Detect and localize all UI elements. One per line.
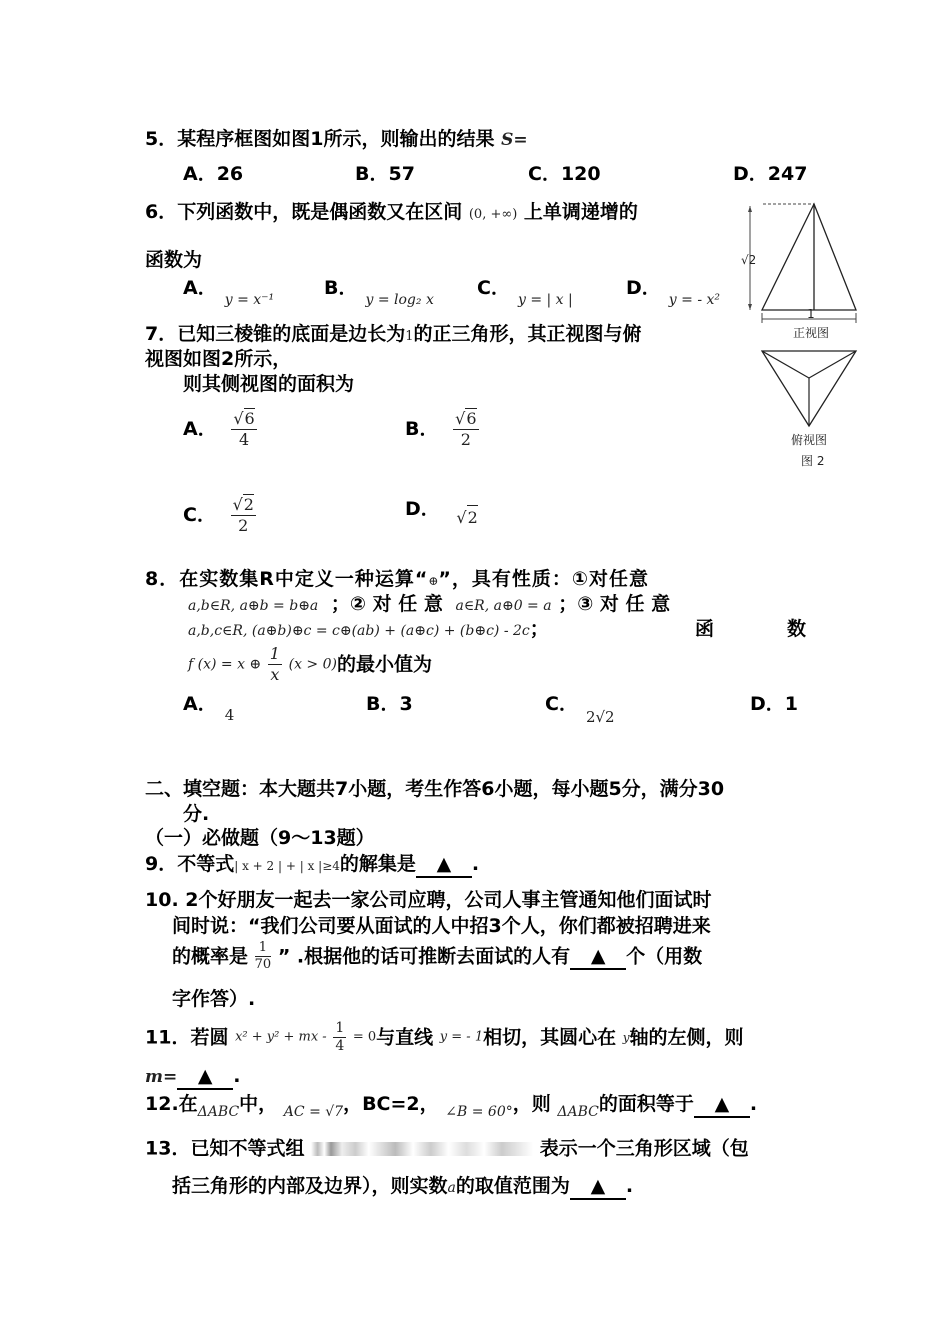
q8-option-d: D．1 <box>750 693 798 715</box>
q8-word-function-1: 函 <box>695 618 715 640</box>
inequality-system-image <box>311 1142 533 1156</box>
q7-stem-line1: 7．已知三棱锥的底面是边长为1的正三角形，其正视图与俯 <box>145 323 642 345</box>
q6-interval: (0, +∞) <box>468 207 518 222</box>
q8-stem-line4: f (x) = x ⊕ $\frac{1}{x}$ (x > 0)的最小值为 <box>188 644 432 684</box>
q7-option-b: B． $\frac{√6}{2}$ <box>405 409 477 449</box>
front-view-figure <box>748 204 856 323</box>
q6-option-c: C．$_{y = | x |}$ <box>477 277 573 308</box>
q11-answer-blank: ▲ <box>177 1064 233 1090</box>
q12-answer-blank: ▲ <box>694 1092 750 1118</box>
q5-option-d: D．247 <box>733 163 808 185</box>
q13-line2: 括三角形的内部及边界），则实数a的取值范围为 ▲ . <box>172 1174 633 1200</box>
q6-option-d: D．$_{y = - x^2}$ <box>626 277 721 308</box>
q5-option-a: A．26 <box>183 163 244 185</box>
figure-caption: 图 2 <box>801 454 825 468</box>
front-view-label: 正视图 <box>793 326 830 340</box>
q8-stem-line2: a,b∈R, a⊕b = b⊕a ；② 对 任 意 a∈R, a⊕0 = a ；③ 对 任 意 <box>188 593 671 615</box>
q13-answer-blank: ▲ <box>570 1174 626 1200</box>
q10-line4: 字作答）. <box>172 988 256 1010</box>
q7-stem-line3: 则其侧视图的面积为 <box>183 373 355 395</box>
q7-stem-line2: 视图如图2所示， <box>145 348 292 370</box>
q8-stem-line3: a,b,c∈R, (a⊕b)⊕c = c⊕(ab) + (a⊕c) + (b⊕c) - 2c； <box>188 618 549 640</box>
figure-2 <box>735 198 870 478</box>
q5-stem: 5．某程序框图如图1所示，则输出的结果 S= <box>145 128 528 150</box>
q13-line1: 13．已知不等式组 表示一个三角形区域（包 <box>145 1137 749 1160</box>
q11-line1: 11．若圆 x² + y² + mx - $\frac{1}{4}$ = 0与直线 y = - 1相切，其圆心在 y轴的左侧，则 <box>145 1020 744 1054</box>
q8-option-c: C．$_{2√2}$ <box>545 693 615 726</box>
section2-subtitle: （一）必做题（9～13题） <box>145 827 375 849</box>
top-view-label: 俯视图 <box>791 433 828 447</box>
q6-stem-line1: 6．下列函数中，既是偶函数又在区间 (0, +∞) 上单调递增的 <box>145 201 638 223</box>
q11-line2: m= ▲ . <box>145 1064 240 1090</box>
q8-stem-line1: 8．在实数集R中定义一种运算“⊕”，具有性质：①对任意 <box>145 568 649 590</box>
q10-line1: 10. 2个好朋友一起去一家公司应聘，公司人事主管通知他们面试时 <box>145 889 712 911</box>
q8-option-b: B．3 <box>366 693 413 715</box>
q10-answer-blank: ▲ <box>570 944 626 970</box>
q6-option-a: A．$_{y = x^{-1}}$ <box>183 277 275 308</box>
figure-height-label: √2 <box>741 253 757 267</box>
q6-option-b: B．$_{y = log_2 x}$ <box>324 277 434 308</box>
figure-base-label: 1 <box>807 307 815 321</box>
q9-answer-blank: ▲ <box>416 852 472 878</box>
q5-option-b: B．57 <box>355 163 415 185</box>
q8-word-function-2: 数 <box>787 618 807 640</box>
q9: 9．不等式| x + 2 | + | x |≥4的解集是 ▲ . <box>145 852 479 878</box>
q6-stem-line2: 函数为 <box>145 249 203 271</box>
q7-option-c: C． $\frac{√2}{2}$ <box>183 495 254 535</box>
top-view-figure <box>762 351 856 426</box>
q10-line3: 的概率是 $\frac{1}{70}$ ” .根据他的话可推断去面试的人有 ▲ 个（用数 <box>172 940 703 972</box>
q7-option-a: A． $\frac{√6}{4}$ <box>183 409 255 449</box>
q10-line2: 间时说：“我们公司要从面试的人中招3个人，你们都被招聘进来 <box>172 915 711 937</box>
q5-option-c: C．120 <box>528 163 601 185</box>
q12: 12.在$_{\Delta ABC}$中， $_{AC = √7}$，BC=2， $_{\angle B = 60^\circ}$，则 $_{\Delta ABC}$的面积等于 ▲ . <box>145 1093 758 1120</box>
section2-title: 二、填空题：本大题共7小题，考生作答6小题，每小题5分，满分30 <box>145 778 725 800</box>
q8-option-a: A． $_4$ <box>183 693 235 724</box>
section2-title-cont: 分. <box>183 803 210 825</box>
q7-option-d: D． $_{√2}$ <box>405 497 478 522</box>
